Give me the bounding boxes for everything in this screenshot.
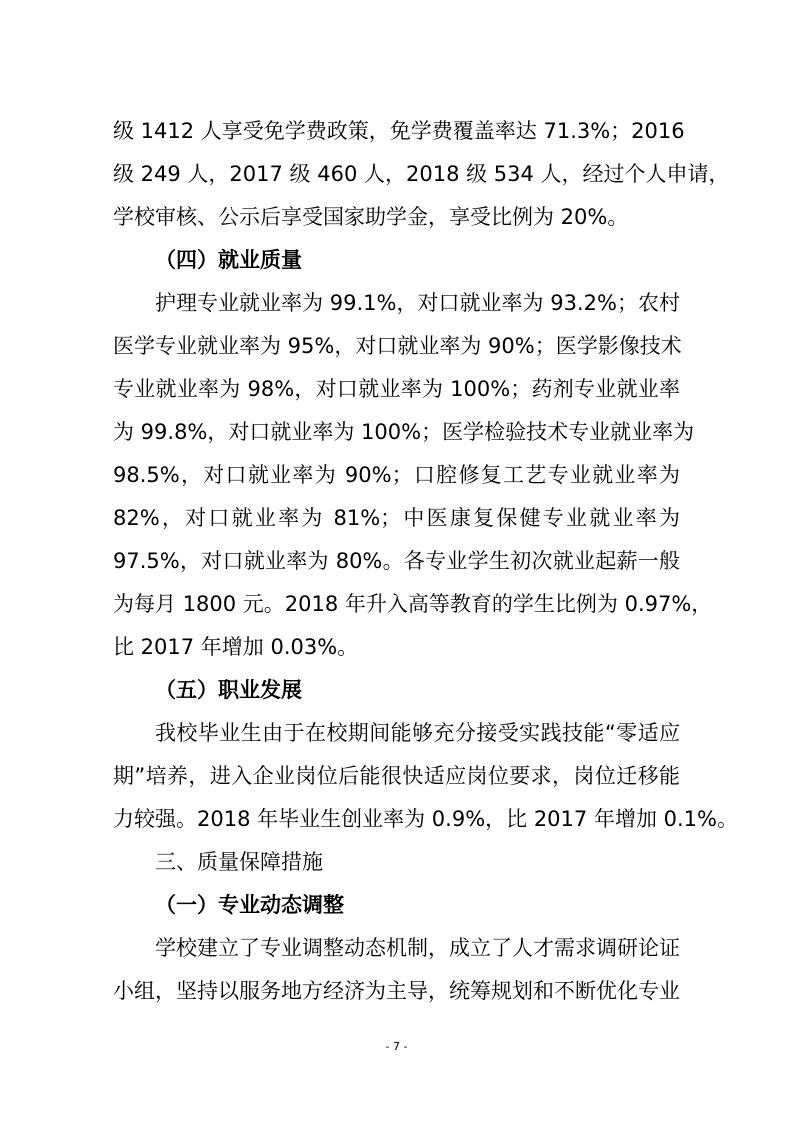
paragraph-line: 98.5%，对口就业率为 90%；口腔修复工艺专业就业率为 <box>113 463 680 487</box>
paragraph-line: 期”培养，进入企业岗位后能很快适应岗位要求，岗位迁移能 <box>113 764 680 788</box>
paragraph-line: 级 1412 人享受免学费政策，免学费覆盖率达 71.3%；2016 <box>113 119 685 143</box>
paragraph-line: 97.5%，对口就业率为 80%。各专业学生初次就业起薪一般 <box>113 549 680 573</box>
page-number: - 7 - <box>385 1040 408 1053</box>
paragraph-line: 82%，对口就业率为 81%；中医康复保健专业就业率为 <box>113 506 680 530</box>
section-heading-employment-quality: （四）就业质量 <box>155 248 302 272</box>
section-heading-career-development: （五）职业发展 <box>155 678 302 702</box>
paragraph-line: 力较强。2018 年毕业生创业率为 0.9%，比 2017 年增加 0.1%。 <box>113 807 738 831</box>
section-heading-major-adjustment: （一）专业动态调整 <box>155 893 344 917</box>
paragraph-line: 比 2017 年增加 0.03%。 <box>113 635 359 659</box>
chapter-heading-quality-assurance: 三、质量保障措施 <box>155 850 323 874</box>
paragraph-line: 为每月 1800 元。2018 年升入高等教育的学生比例为 0.97%， <box>113 592 713 616</box>
paragraph-line: 为 99.8%，对口就业率为 100%；医学检验技术专业就业率为 <box>113 420 695 444</box>
paragraph-line: 护理专业就业率为 99.1%，对口就业率为 93.2%；农村 <box>155 291 680 315</box>
paragraph-line: 医学专业就业率为 95%，对口就业率为 90%；医学影像技术 <box>113 334 682 358</box>
paragraph-line: 级 249 人，2017 级 460 人，2018 级 534 人，经过个人申请， <box>113 162 730 186</box>
paragraph-line: 我校毕业生由于在校期间能够充分接受实践技能“零适应 <box>155 721 680 745</box>
paragraph-line: 学校建立了专业调整动态机制，成立了人才需求调研论证 <box>155 936 680 960</box>
paragraph-line: 小组，坚持以服务地方经济为主导，统筹规划和不断优化专业 <box>113 979 680 1003</box>
paragraph-line: 专业就业率为 98%，对口就业率为 100%；药剂专业就业率 <box>113 377 680 401</box>
paragraph-line: 学校审核、公示后享受国家助学金，享受比例为 20%。 <box>113 205 629 229</box>
